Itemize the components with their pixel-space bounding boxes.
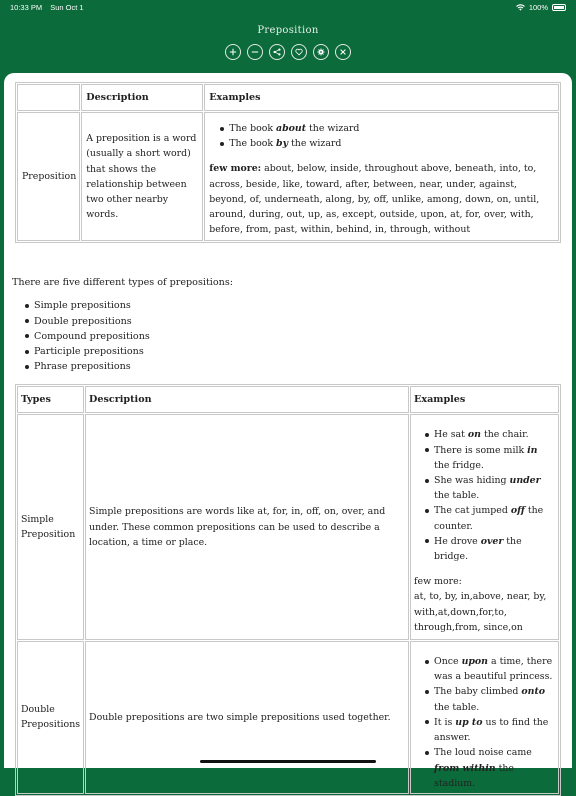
status-right [516, 3, 566, 12]
example-highlight: over [480, 535, 504, 547]
example-text: She was hiding [434, 475, 510, 487]
example-highlight: about [276, 123, 307, 134]
type-cell: Simple Preposition [17, 414, 84, 640]
table-row [17, 641, 559, 794]
battery-icon [552, 4, 566, 11]
types-intro: There are five different types of prepositions: [12, 277, 233, 289]
status-left [10, 3, 90, 12]
list-item: Phrase prepositions [22, 359, 561, 374]
example-list [209, 121, 554, 151]
example-highlight: off [510, 505, 525, 517]
example-text: The loud noise came [434, 747, 532, 759]
example-highlight: on [467, 429, 481, 441]
status-bar [0, 0, 576, 14]
table-header-examples: Examples [204, 84, 559, 111]
example-text: us to find the answer. [434, 716, 549, 744]
example-text: The book [229, 123, 277, 134]
list-item [217, 136, 554, 151]
minus-icon [251, 48, 259, 56]
list-item [422, 715, 555, 745]
list-item [422, 427, 555, 442]
example-text: the fridge. [434, 459, 484, 471]
example-text: The cat jumped [434, 505, 511, 517]
zoom-out-button[interactable] [247, 44, 263, 60]
example-text: the wizard [288, 138, 342, 150]
table-header-description: Description [85, 386, 409, 413]
list-item [422, 684, 555, 714]
term-cell: Preposition [17, 112, 80, 241]
plus-icon [229, 48, 237, 56]
more-examples [209, 161, 554, 237]
table-header-row [17, 84, 559, 111]
status-time: 10:33 PM [10, 2, 43, 12]
table-header-description: Description [81, 84, 203, 111]
example-text: The book [229, 138, 277, 150]
example-highlight: by [276, 138, 289, 150]
list-item: Double prepositions [22, 314, 561, 329]
example-text: the wizard [306, 123, 360, 134]
table-header-blank [17, 84, 80, 111]
heart-icon [295, 48, 303, 56]
example-text: the bridge. [434, 535, 522, 563]
example-list [414, 644, 555, 791]
list-item [217, 121, 554, 136]
example-text: There is some milk [434, 444, 528, 456]
examples-cell [204, 112, 559, 241]
type-cell: Double Prepositions [17, 641, 84, 794]
examples-cell [410, 641, 559, 794]
example-text: He sat [434, 429, 468, 441]
example-highlight: under [509, 475, 541, 487]
favorite-button[interactable] [291, 44, 307, 60]
table-header-types: Types [17, 386, 84, 413]
table-row [17, 112, 559, 241]
close-button[interactable] [335, 44, 351, 60]
example-text: the table. [434, 490, 480, 502]
examples-cell [410, 414, 559, 640]
close-icon [339, 48, 347, 56]
example-highlight: up to [455, 716, 483, 728]
example-text: the table. [434, 701, 480, 713]
list-item [422, 745, 555, 791]
table-row [17, 414, 559, 640]
example-text: The baby climbed [434, 686, 522, 698]
example-text: the stadium. [434, 762, 514, 789]
description-cell: Double prepositions are two simple prepositions used together. [85, 641, 409, 794]
list-item [422, 503, 555, 533]
table-header-examples: Examples [410, 386, 559, 413]
wifi-icon [516, 4, 525, 11]
list-item [422, 534, 555, 564]
page-title: Preposition [257, 25, 319, 36]
types-table [15, 384, 561, 795]
list-item [422, 443, 555, 473]
example-highlight: upon [461, 656, 489, 668]
gear-icon [317, 48, 325, 56]
description-cell: A preposition is a word (usually a short word) that shows the relationship between two other nearby words. [81, 112, 203, 241]
settings-button[interactable] [313, 44, 329, 60]
zoom-in-button[interactable] [225, 44, 241, 60]
table-header-row [17, 386, 559, 413]
share-button[interactable] [269, 44, 285, 60]
more-label: few more: [414, 576, 462, 588]
list-item [422, 654, 555, 684]
example-text: a time, there was a beautiful princess. [434, 656, 553, 683]
more-text: about, below, inside, throughout above, beneath, into, to, across, beside, like, toward, after, between, near, under, against, beyond, of, underneath, along, by, off, unlike, among, down, on, until, around, during, out, up, as, except, outside, upon, at, for, over, with, before, from, past, within, behind, in, through, without [209, 163, 540, 236]
share-icon [273, 48, 281, 56]
example-text: He drove [434, 535, 481, 547]
battery-percent: 100% [528, 2, 548, 12]
home-indicator[interactable] [200, 760, 376, 763]
list-item: Compound prepositions [22, 329, 561, 344]
preposition-table [15, 82, 561, 243]
content-panel[interactable] [4, 73, 572, 789]
example-list [414, 417, 555, 564]
list-item: Simple prepositions [22, 298, 561, 313]
example-highlight: from within [434, 762, 496, 774]
list-item [422, 473, 555, 503]
example-text: the counter. [434, 505, 544, 532]
example-text: the chair. [480, 429, 529, 441]
example-text: Once [434, 656, 462, 668]
status-date: Sun Oct 1 [50, 2, 84, 12]
list-item: Participle prepositions [22, 344, 561, 359]
more-label: few more: [209, 163, 262, 175]
description-cell: Simple prepositions are words like at, for, in, off, on, over, and under. These common prepositions can be used to describe a location, a time or place. [85, 414, 409, 640]
types-list [22, 298, 561, 374]
example-highlight: onto [521, 686, 546, 698]
example-highlight: in [527, 444, 538, 456]
more-text: at, to, by, in,above, near, by, with,at,down,for,to, through,from, since,on [414, 591, 547, 633]
toolbar [0, 44, 576, 60]
example-text: It is [434, 716, 456, 728]
